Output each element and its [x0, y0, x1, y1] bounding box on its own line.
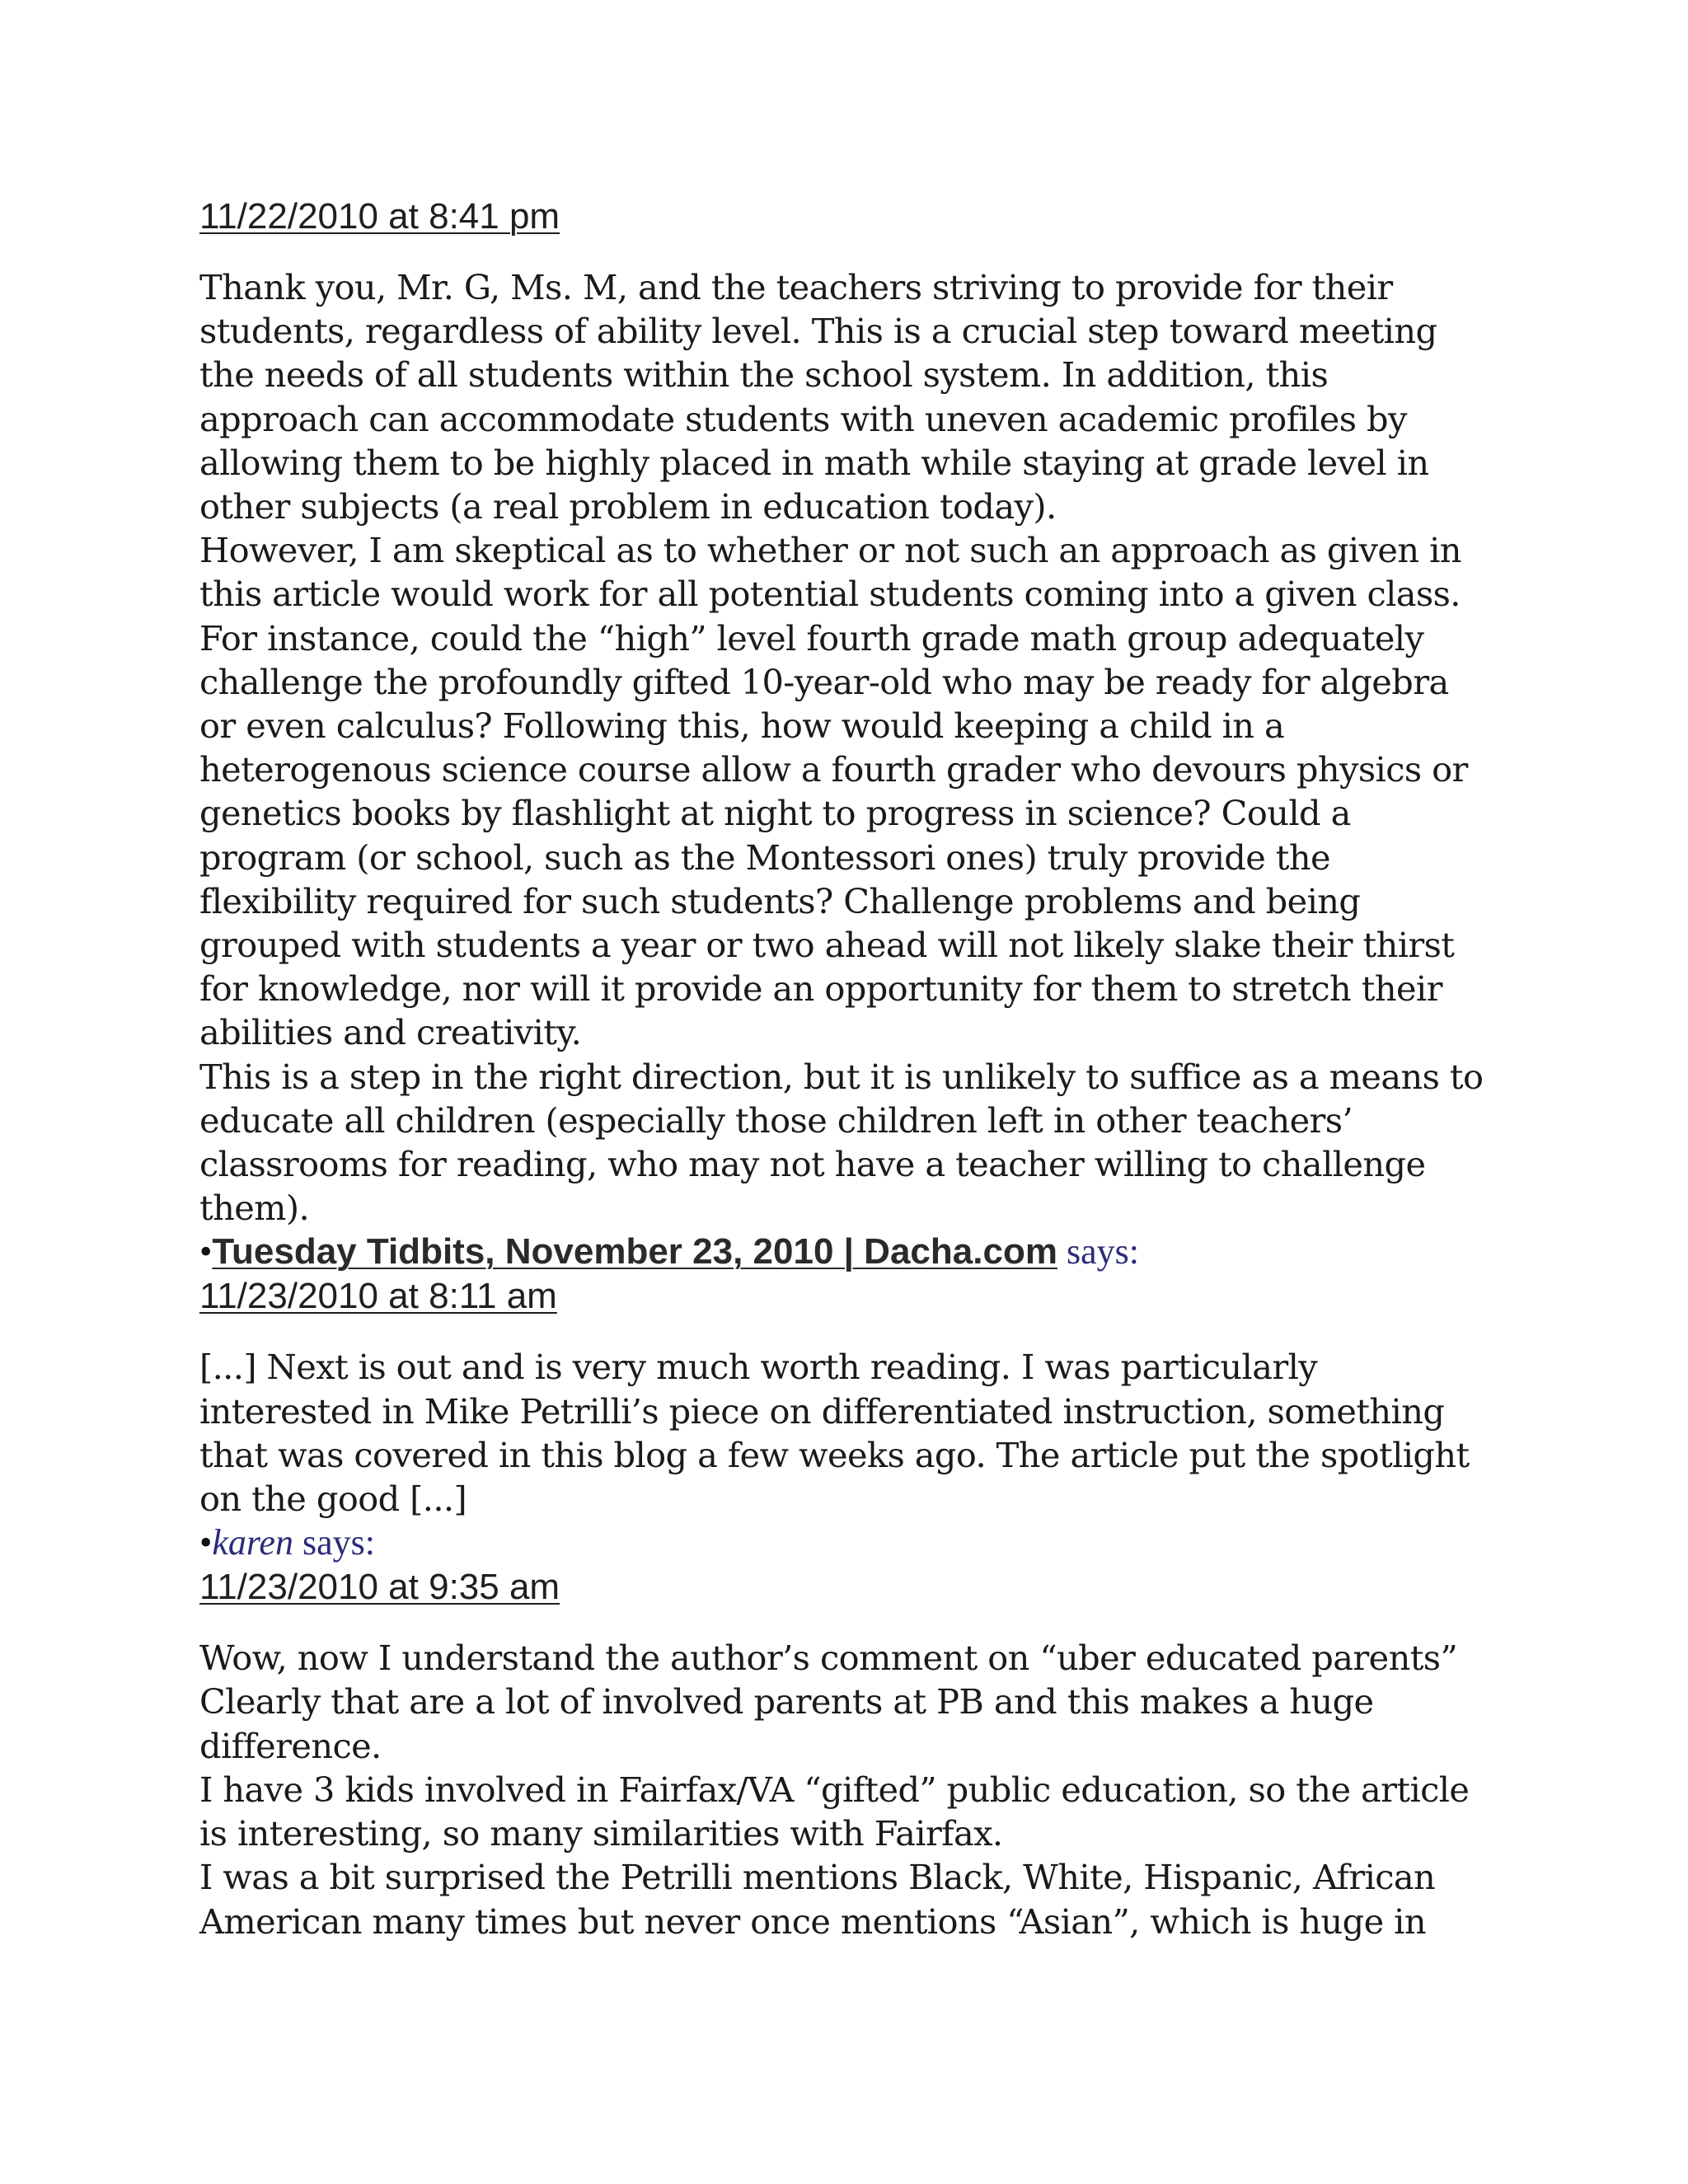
- bullet-icon: •: [199, 1522, 213, 1563]
- comment-timestamp-link[interactable]: 11/23/2010 at 9:35 am: [199, 1567, 560, 1608]
- comment-body: Wow, now I understand the author’s comment on “uber educated parents” Clearly that are a lot of involved parents at PB and this makes a huge difference. I have 3 kids involved in Fairfax/VA “gifted” public education, so the article is interesting, so many similarities with Fairfax. I was a bit surprised the Petrilli mentions Black, White, Hispanic, African American many times but never once mentions “Asian”, which is huge in: [199, 1638, 1470, 1942]
- spacer: [199, 1611, 1493, 1636]
- comment-1-timestamp-row: [199, 194, 1493, 241]
- says-label: says:: [293, 1522, 375, 1563]
- comment-author-link[interactable]: Tuesday Tidbits, November 23, 2010 | Dacha.com: [212, 1231, 1057, 1272]
- comment-author-line: [199, 1521, 1493, 1565]
- comment-author-name: karen: [212, 1522, 293, 1563]
- comment-body: Thank you, Mr. G, Ms. M, and the teachers striving to provide for their students, regardless of ability level. This is a crucial step toward meeting the needs of all students within the school system. In addition, this approach can accommodate students with uneven academic profiles by allowing them to be highly placed in math while staying at grade level in other subjects (a real problem in education today). However, I am skeptical as to whether or not such an approach as given in this article would work for all potential students coming into a given class. For instance, could the “high” level fourth grade math group adequately challenge the profoundly gifted 10-year-old who may be ready for algebra or even calculus? Following this, how would keeping a child in a heterogenous science course allow a fourth grader who devours physics or genetics books by flashlight at night to progress in science? Could a program (or school, such as the Montessori ones) truly provide the flexibility required for such students? Challenge problems and being grouped with students a year or two ahead will not likely slake their thirst for knowledge, nor will it provide an opportunity for them to stretch their abilities and creativity. This is a step in the right direction, but it is unlikely to suffice as a means to educate all children (especially those children left in other teachers’ classrooms for reading, who may not have a teacher willing to challenge them).: [199, 267, 1484, 1229]
- spacer: [199, 241, 1493, 265]
- bullet-icon: •: [199, 1231, 213, 1272]
- comment-3: [199, 1521, 1493, 1943]
- comment-body: [...] Next is out and is very much worth reading. I was particularly interested in Mike Petrilli’s piece on differentiated instruction, something that was covered in this blog a few weeks ago. The article put the spotlight on the good [...]: [199, 1347, 1470, 1520]
- comment-2-timestamp-row: [199, 1274, 1493, 1320]
- comment-1: [199, 194, 1493, 1230]
- spacer: [199, 1320, 1493, 1345]
- document-page: [199, 194, 1493, 1943]
- comment-3-timestamp-row: [199, 1565, 1493, 1611]
- comment-author-line: [199, 1230, 1493, 1274]
- says-label: says:: [1057, 1231, 1139, 1272]
- comment-timestamp-link[interactable]: 11/22/2010 at 8:41 pm: [199, 196, 560, 237]
- comment-timestamp-link[interactable]: 11/23/2010 at 8:11 am: [199, 1276, 557, 1317]
- comment-2: [199, 1230, 1493, 1521]
